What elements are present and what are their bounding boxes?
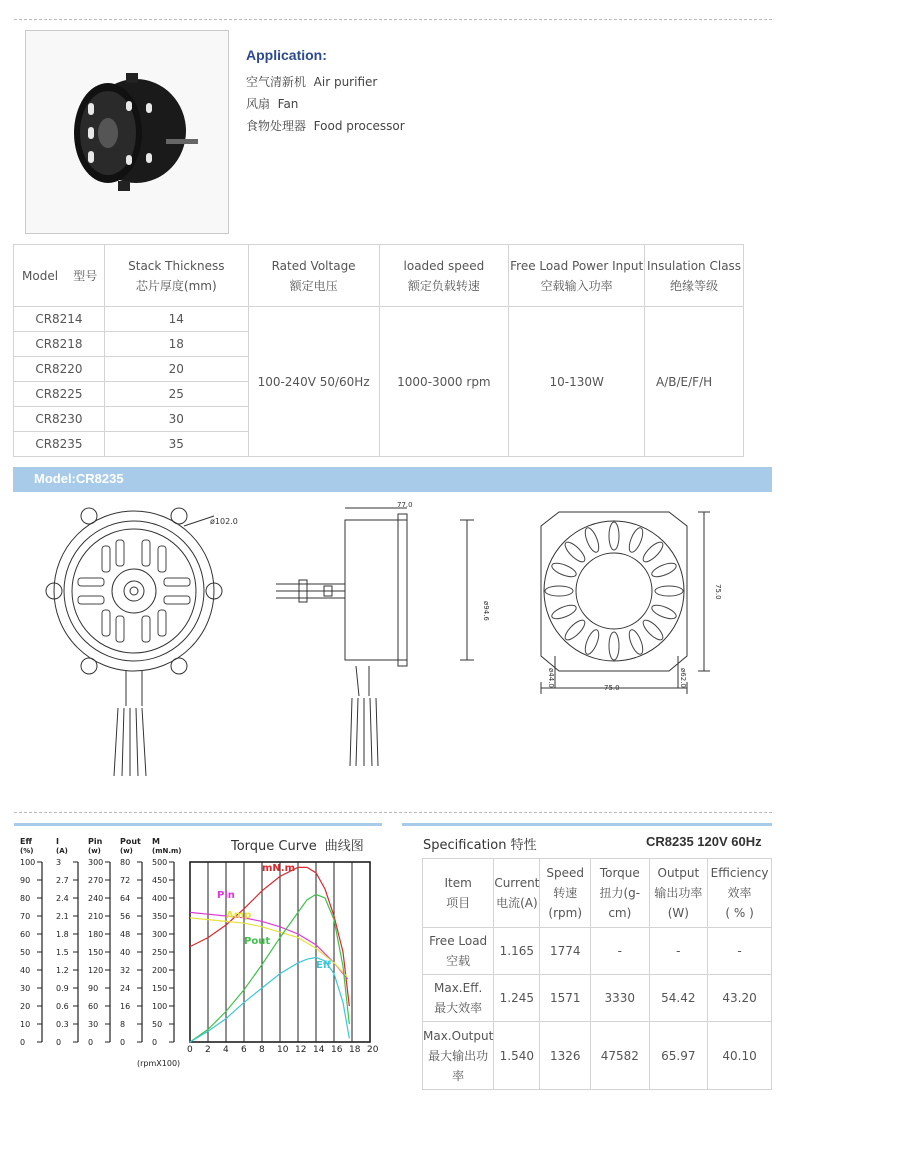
model-cell: CR8235	[14, 432, 105, 457]
axis-unit: (w)	[120, 847, 133, 855]
axis-tick-label: 0.3	[56, 1020, 69, 1029]
spec-speed: 1326	[540, 1022, 591, 1090]
axis-tick-label: 50	[20, 948, 31, 957]
axis-tick-label: 72	[120, 876, 131, 885]
application-item: 食物处理器 Food processor	[246, 119, 405, 133]
header-power: Free Load Power Input 空载输入功率	[509, 245, 645, 307]
thickness-cell: 30	[104, 407, 248, 432]
spec-header-output: Output 输出功率 (W)	[649, 859, 708, 928]
dim-width: 75.0	[604, 684, 620, 692]
dim-outer-diameter: ø102.0	[210, 517, 238, 526]
axis-tick-label: 0.9	[56, 984, 69, 993]
spec-item: Max.Output 最大输出功 率	[423, 1022, 494, 1090]
series-label: Pout	[244, 936, 271, 947]
axis-tick-label: 100	[152, 1002, 168, 1011]
axis-tick-label: 64	[120, 894, 131, 903]
top-divider	[14, 19, 772, 20]
spec-header-item: Item 项目	[423, 859, 494, 928]
axis-unit: (%)	[20, 847, 34, 855]
application-item: 风扇 Fan	[246, 97, 299, 111]
x-tick-label: 6	[241, 1045, 247, 1055]
series-label: Eff	[316, 960, 331, 971]
x-tick-label: 2	[205, 1045, 211, 1055]
dim-height: 75.0	[714, 584, 722, 600]
application-title: Application:	[246, 47, 327, 63]
thickness-cell: 20	[104, 357, 248, 382]
axis-tick-label: 2.4	[56, 894, 69, 903]
table-row	[14, 307, 744, 332]
spec-header-current: Current 电流(A)	[494, 859, 540, 928]
axis-tick-label: 24	[120, 984, 131, 993]
axis-tick-label: 40	[120, 948, 131, 957]
spec-item: Free Load 空载	[423, 928, 494, 975]
header-insulation: Insulation Class 绝缘等级	[645, 245, 744, 307]
axis-tick-label: 200	[152, 966, 168, 975]
model-cell: CR8218	[14, 332, 105, 357]
axis-tick-label: 32	[120, 966, 131, 975]
model-cell: CR8230	[14, 407, 105, 432]
axis-tick-label: 2.1	[56, 912, 69, 921]
axis-tick-label: 0	[120, 1038, 126, 1047]
chart-title: Torque Curve 曲线图	[231, 839, 364, 854]
header-model: Model 型号	[14, 245, 105, 307]
x-tick-label: 12	[295, 1045, 307, 1055]
axis-tick-label: 0	[88, 1038, 94, 1047]
application-section	[246, 47, 405, 137]
model-cell: CR8225	[14, 382, 105, 407]
spec-header-efficiency: Efficiency 效率 ( % )	[708, 859, 772, 928]
axis-tick-label: 90	[20, 876, 31, 885]
axis-name: Eff	[20, 837, 32, 846]
table-row	[423, 928, 772, 975]
axis-tick-label: 150	[88, 948, 104, 957]
axis-tick-label: 150	[152, 984, 168, 993]
series-label: Pin	[217, 890, 235, 901]
axis-tick-label: 48	[120, 930, 131, 939]
side-view-drawing	[276, 508, 474, 766]
axis-tick-label: 500	[152, 858, 168, 867]
header-thickness: Stack Thickness 芯片厚度(mm)	[104, 245, 248, 307]
model-cell: CR8220	[14, 357, 105, 382]
dim-shaft-diameter: ø62.0	[679, 668, 687, 688]
thickness-cell: 35	[104, 432, 248, 457]
axis-tick-label: 80	[120, 858, 131, 867]
spec-output: -	[649, 928, 708, 975]
spec-torque: 3330	[591, 975, 650, 1022]
table-row	[423, 1022, 772, 1090]
spec-title: Specification 特性	[423, 838, 537, 853]
x-axis-ticks	[187, 1045, 379, 1055]
model-table-header	[14, 245, 744, 307]
series-label: mN.m	[262, 863, 296, 874]
axis-tick-label: 56	[120, 912, 131, 921]
axis-tick-label: 3	[56, 858, 62, 867]
axis-tick-label: 120	[88, 966, 104, 975]
spec-current: 1.540	[494, 1022, 540, 1090]
axis-tick-label: 270	[88, 876, 104, 885]
thickness-cell: 25	[104, 382, 248, 407]
axis-tick-label: 30	[88, 1020, 99, 1029]
axis-unit: (w)	[88, 847, 101, 855]
spec-header-torque: Torque 扭力(g- cm)	[591, 859, 650, 928]
spec-output: 65.97	[649, 1022, 708, 1090]
axis-tick-label: 240	[88, 894, 104, 903]
x-tick-label: 18	[349, 1045, 361, 1055]
dim-length: 77.0	[397, 501, 413, 509]
header-speed: loaded speed 额定负载转速	[379, 245, 509, 307]
axis-tick-label: 1.8	[56, 930, 69, 939]
chart-series	[190, 863, 349, 1042]
axis-tick-label: 0	[152, 1038, 158, 1047]
motor-image	[26, 31, 228, 233]
series-label: Amp	[226, 910, 252, 921]
x-tick-label: 16	[331, 1045, 343, 1055]
axis-tick-label: 20	[20, 1002, 31, 1011]
axis-unit: (mN.m)	[152, 847, 182, 855]
x-tick-label: 4	[223, 1045, 229, 1055]
stator-view-drawing	[541, 512, 710, 694]
speed-cell: 1000-3000 rpm	[379, 307, 509, 457]
x-tick-label: 10	[277, 1045, 289, 1055]
axis-tick-label: 350	[152, 912, 168, 921]
model-bar-label: Model:CR8235	[34, 471, 124, 486]
spec-top-bar	[402, 823, 772, 826]
axis-name: M	[152, 837, 160, 846]
axis-tick-label: 10	[20, 1020, 31, 1029]
spec-item: Max.Eff. 最大效率	[423, 975, 494, 1022]
dim-inner-diameter: ø44.0	[547, 668, 555, 688]
axis-tick-label: 300	[152, 930, 168, 939]
spec-current: 1.245	[494, 975, 540, 1022]
voltage-cell: 100-240V 50/60Hz	[248, 307, 379, 457]
axis-unit: (A)	[56, 847, 68, 855]
spec-current: 1.165	[494, 928, 540, 975]
spec-speed: 1774	[540, 928, 591, 975]
thickness-cell: 18	[104, 332, 248, 357]
header-voltage: Rated Voltage 额定电压	[248, 245, 379, 307]
thickness-cell: 14	[104, 307, 248, 332]
x-axis-label: (rpmX100)	[137, 1059, 181, 1068]
axis-tick-label: 80	[20, 894, 31, 903]
axis-tick-label: 8	[120, 1020, 126, 1029]
axis-tick-label: 70	[20, 912, 31, 921]
front-view-drawing	[46, 508, 222, 776]
axis-tick-label: 450	[152, 876, 168, 885]
model-cell: CR8214	[14, 307, 105, 332]
model-bar	[13, 467, 772, 492]
application-item: 空气清新机 Air purifier	[246, 75, 378, 89]
technical-drawings	[14, 496, 774, 796]
axis-tick-label: 0	[56, 1038, 62, 1047]
dim-body-diameter: ø94.6	[482, 601, 490, 621]
x-tick-label: 8	[259, 1045, 265, 1055]
spec-table	[422, 858, 772, 1090]
axis-tick-label: 60	[88, 1002, 99, 1011]
axis-tick-label: 40	[20, 966, 31, 975]
axis-tick-label: 16	[120, 1002, 131, 1011]
axis-tick-label: 0	[20, 1038, 26, 1047]
spec-efficiency: 40.10	[708, 1022, 772, 1090]
section-divider	[14, 812, 772, 813]
axis-tick-label: 100	[20, 858, 36, 867]
table-row	[423, 975, 772, 1022]
axis-tick-label: 60	[20, 930, 31, 939]
x-tick-label: 14	[313, 1045, 325, 1055]
axis-name: Pout	[120, 837, 141, 846]
axis-name: Pin	[88, 837, 103, 846]
axis-tick-label: 0.6	[56, 1002, 69, 1011]
insulation-cell: A/B/E/F/H	[645, 307, 744, 457]
spec-header-speed: Speed 转速 (rpm)	[540, 859, 591, 928]
x-tick-label: 0	[187, 1045, 193, 1055]
axis-tick-label: 210	[88, 912, 104, 921]
axis-tick-label: 250	[152, 948, 168, 957]
axis-tick-label: 2.7	[56, 876, 69, 885]
x-tick-label: 20	[367, 1045, 379, 1055]
axis-tick-label: 400	[152, 894, 168, 903]
power-cell: 10-130W	[509, 307, 645, 457]
model-table	[13, 244, 744, 457]
axis-tick-label: 30	[20, 984, 31, 993]
spec-speed: 1571	[540, 975, 591, 1022]
spec-torque: -	[591, 928, 650, 975]
spec-header	[423, 859, 772, 928]
axis-tick-label: 90	[88, 984, 99, 993]
axis-tick-label: 300	[88, 858, 104, 867]
axis-tick-label: 180	[88, 930, 104, 939]
torque-curve-chart	[14, 826, 382, 1076]
spec-output: 54.42	[649, 975, 708, 1022]
spec-efficiency: 43.20	[708, 975, 772, 1022]
axis-tick-label: 1.2	[56, 966, 69, 975]
axis-tick-label: 50	[152, 1020, 163, 1029]
spec-efficiency: -	[708, 928, 772, 975]
axis-name: I	[56, 837, 59, 846]
motor-photo	[25, 30, 229, 234]
spec-model: CR8235 120V 60Hz	[646, 834, 762, 849]
chart-axes	[20, 837, 182, 1047]
spec-torque: 47582	[591, 1022, 650, 1090]
axis-tick-label: 1.5	[56, 948, 69, 957]
